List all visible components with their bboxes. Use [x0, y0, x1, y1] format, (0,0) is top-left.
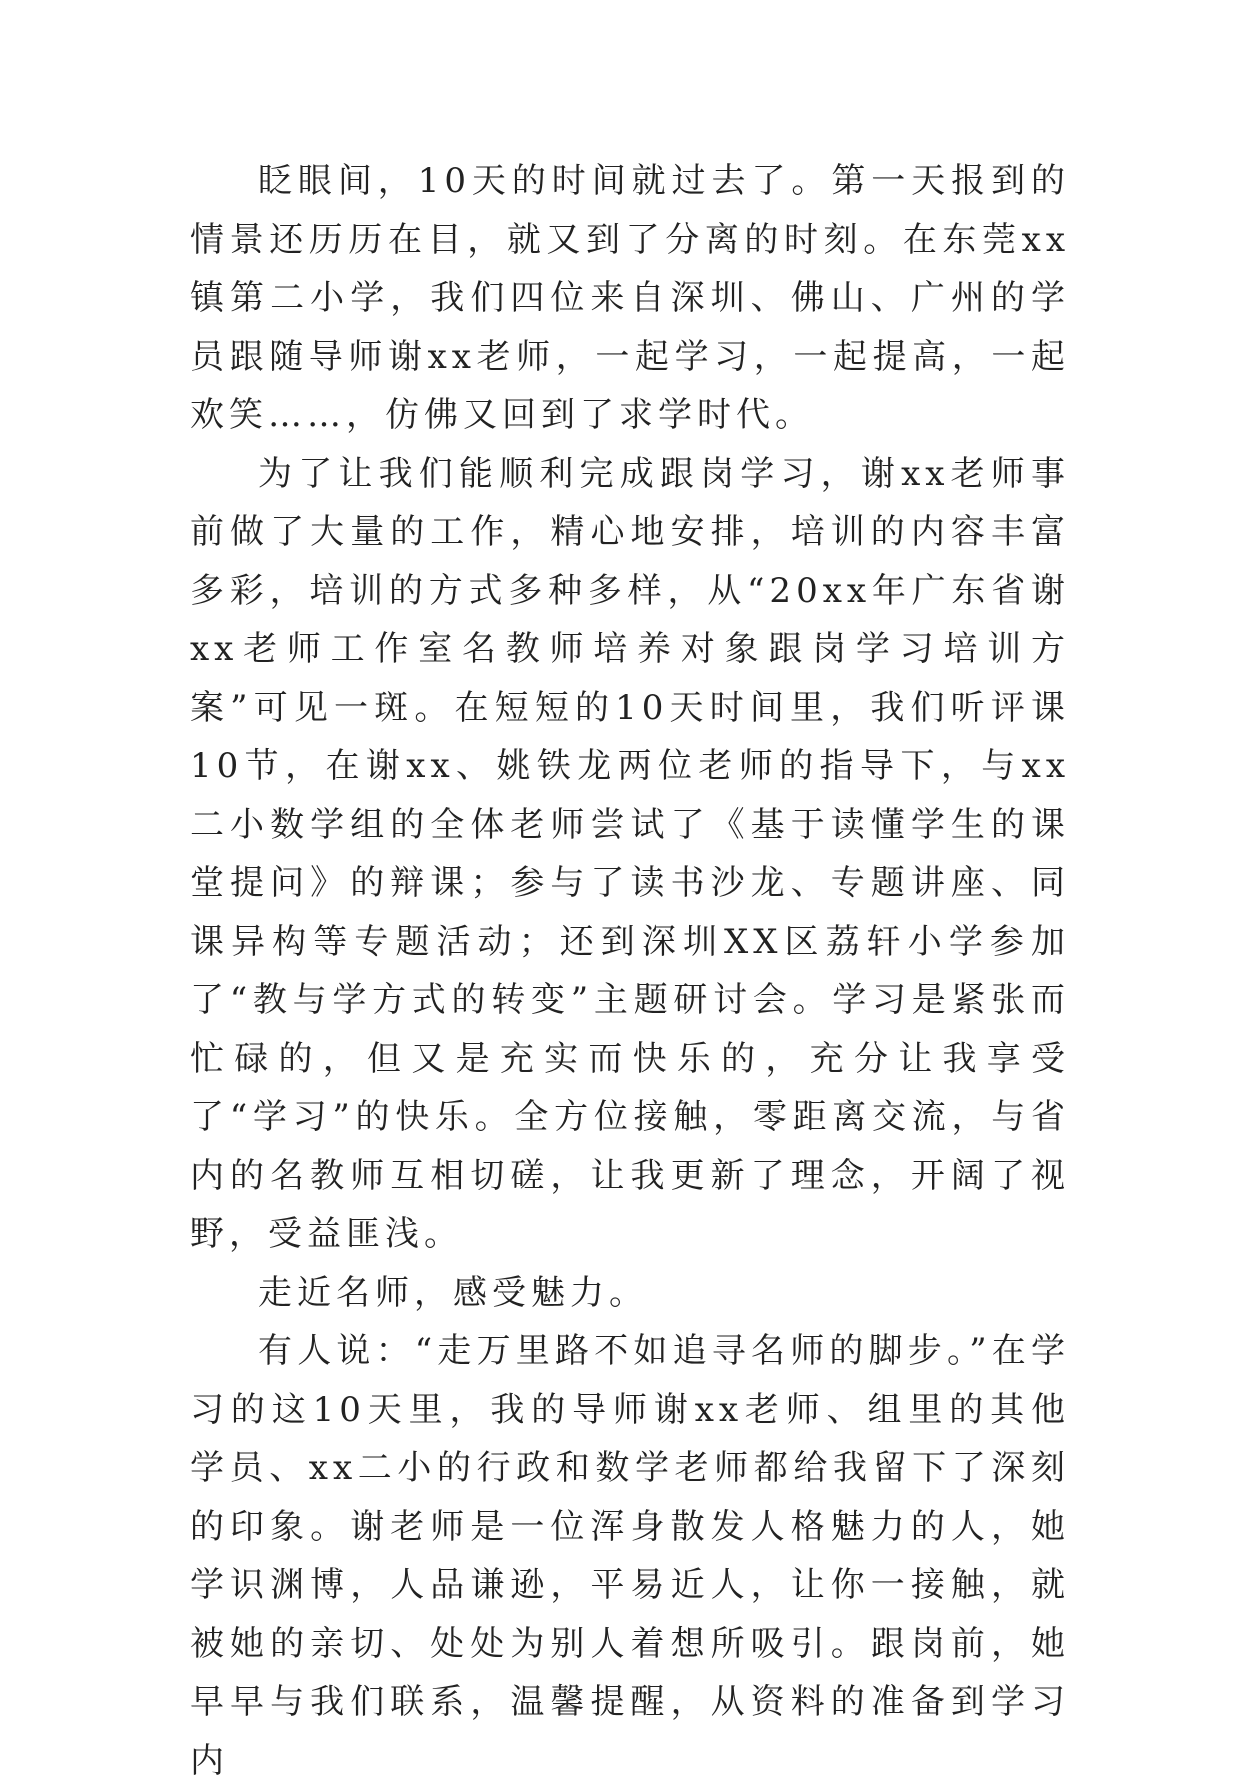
paragraph-mentor: 有人说：“走万里路不如追寻名师的脚步。”在学习的这10天里，我的导师谢xx老师、组里的其他学员、xx二小的行政和数学老师都给我留下了深刻的印象。谢老师是一位浑身散发人格魅力的人，她学识渊博，人品谦逊，平易近人，让你一接触，就被她的亲切、处处为别人着想所吸引。跟岗前，她早早与我们联系，温馨提醒，从资料的准备到学习内	[190, 1331, 1070, 1781]
document-body	[190, 152, 1070, 1790]
paragraph-training-summary: 为了让我们能顺利完成跟岗学习，谢xx老师事前做了大量的工作，精心地安排，培训的内容丰富多彩，培训的方式多种多样，从“20xx年广东省谢xx老师工作室名教师培养对象跟岗学习培训方案”可见一斑。在短短的10天时间里，我们听评课10节，在谢xx、姚铁龙两位老师的指导下，与xx二小数学组的全体老师尝试了《基于读懂学生的课堂提问》的辩课；参与了读书沙龙、专题讲座、同课异构等专题活动；还到深圳XX区荔轩小学参加了“教与学方式的转变”主题研讨会。学习是紧张而忙碌的，但又是充实而快乐的，充分让我享受了“学习”的快乐。全方位接触，零距离交流，与省内的名教师互相切磋，让我更新了理念，开阔了视野，受益匪浅。	[190, 453, 1070, 1254]
paragraph-intro: 眨眼间，10天的时间就过去了。第一天报到的情景还历历在目，就又到了分离的时刻。在东莞xx镇第二小学，我们四位来自深圳、佛山、广州的学员跟随导师谢xx老师，一起学习，一起提高，一起欢笑……，仿佛又回到了求学时代。	[190, 161, 1070, 435]
section-heading-mentor: 走近名师，感受魅力。	[258, 1272, 648, 1313]
